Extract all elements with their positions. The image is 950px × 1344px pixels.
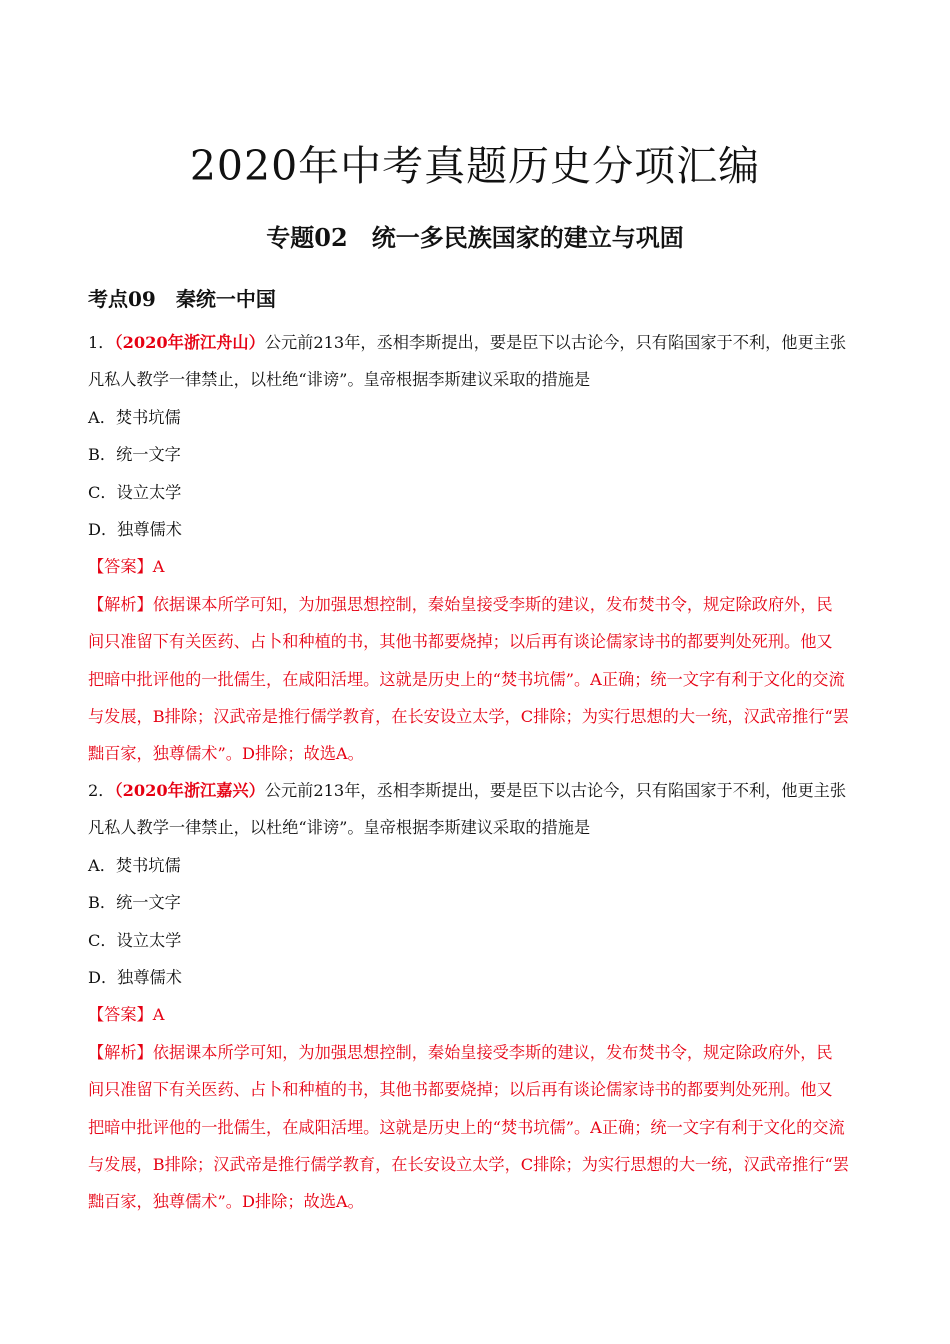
option-b: B．统一文字	[88, 445, 181, 465]
answer-line: 【答案】A	[88, 1005, 165, 1025]
analysis-line: 与发展，B排除；汉武帝是推行儒学教育，在长安设立太学，C排除；为实行思想的大一统，汉武帝推行“罢	[88, 1154, 849, 1174]
document-title: 2020年中考真题历史分项汇编	[189, 142, 761, 190]
option-c: C．设立太学	[88, 930, 182, 950]
section-heading: 考点09 秦统一中国	[88, 287, 276, 311]
option-a: A．焚书坑儒	[88, 407, 181, 427]
analysis-line: 把暗中批评他的一批儒生，在咸阳活埋。这就是历史上的“焚书坑儒”。A正确；统一文字有利于文化的交流	[88, 669, 845, 689]
answer-line: 【答案】A	[88, 557, 165, 577]
question-source: （2020年浙江舟山）	[114, 333, 265, 352]
option-b: B．统一文字	[88, 893, 181, 913]
option-d: D．独尊儒术	[88, 519, 182, 539]
document-subtitle: 专题02 统一多民族国家的建立与巩固	[266, 223, 684, 252]
question-stem-text: 公元前213年，丞相李斯提出，要是臣下以古论今，只有陷国家于不利，他更主张	[264, 333, 847, 352]
analysis-line: 间只准留下有关医药、占卜和种植的书，其他书都要烧掉；以后再有谈论儒家诗书的都要判处死刑。他又	[88, 632, 833, 652]
option-c: C．设立太学	[88, 482, 182, 502]
question-stem-line: 凡私人教学一律禁止，以杜绝“诽谤”。皇帝根据李斯建议采取的措施是	[88, 370, 591, 390]
analysis-line: 【解析】依据课本所学可知，为加强思想控制，秦始皇接受李斯的建议，发布焚书令，规定除政府外，民	[88, 594, 833, 614]
question-1	[88, 328, 866, 777]
analysis-line: 把暗中批评他的一批儒生，在咸阳活埋。这就是历史上的“焚书坑儒”。A正确；统一文字有利于文化的交流	[88, 1117, 845, 1137]
question-number: 2．	[88, 781, 115, 800]
analysis-line: 黜百家，独尊儒术”。D排除；故选A。	[88, 1192, 364, 1212]
question-stem-text: 公元前213年，丞相李斯提出，要是臣下以古论今，只有陷国家于不利，他更主张	[264, 781, 847, 800]
analysis-line: 【解析】依据课本所学可知，为加强思想控制，秦始皇接受李斯的建议，发布焚书令，规定除政府外，民	[88, 1042, 833, 1062]
question-stem-line	[88, 776, 866, 813]
option-a: A．焚书坑儒	[88, 855, 181, 875]
question-stem-line	[88, 328, 866, 365]
question-number: 1．	[88, 333, 115, 352]
option-d: D．独尊儒术	[88, 967, 182, 987]
analysis-line: 与发展，B排除；汉武帝是推行儒学教育，在长安设立太学，C排除；为实行思想的大一统，汉武帝推行“罢	[88, 706, 849, 726]
analysis-line: 间只准留下有关医药、占卜和种植的书，其他书都要烧掉；以后再有谈论儒家诗书的都要判处死刑。他又	[88, 1080, 833, 1100]
question-stem-line: 凡私人教学一律禁止，以杜绝“诽谤”。皇帝根据李斯建议采取的措施是	[88, 818, 591, 838]
question-2	[88, 776, 866, 1225]
question-source: （2020年浙江嘉兴）	[114, 781, 265, 800]
analysis-line: 黜百家，独尊儒术”。D排除；故选A。	[88, 744, 364, 764]
